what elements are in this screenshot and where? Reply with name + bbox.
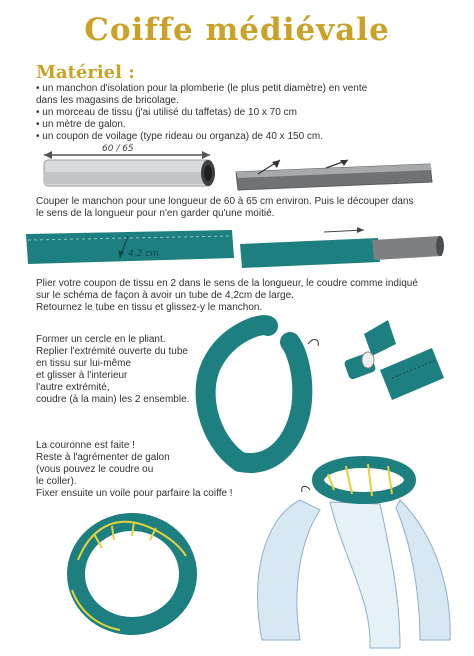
- step4-line: Fixer ensuite un voile pour parfaire la coiffe !: [36, 488, 233, 499]
- materials-item: • un coupon de voilage (type rideau ou organza) de 40 x 150 cm.: [36, 131, 324, 142]
- step3-line: Former un cercle en le pliant.: [36, 334, 166, 345]
- fabric-width-label: 4,2 cm: [128, 249, 159, 259]
- fabric-join-illustration: [343, 320, 444, 400]
- step1-text: [36, 196, 413, 220]
- step3-text: [36, 334, 189, 406]
- step3-line: Replier l'extrémité ouverte du tube: [36, 346, 188, 357]
- materials-item: dans les magasins de bricolage.: [36, 95, 179, 106]
- materials-heading: Matériel :: [36, 62, 135, 83]
- step4-line: Reste à l'agrémenter de galon: [36, 452, 170, 463]
- page-title: Coiffe médiévale: [84, 12, 390, 48]
- step4-line: le coller).: [36, 476, 77, 487]
- step2-line: sur le schéma de façon à avoir un tube de 4,2cm de large.: [36, 290, 294, 301]
- insulation-pipe-illustration: [44, 144, 215, 186]
- tube-length-label: 60 / 65: [102, 144, 134, 154]
- step2-text: [36, 278, 418, 314]
- step1-line: le sens de la longueur pour n'en garder qu'une moitié.: [36, 208, 275, 219]
- ring-with-galon-illustration: [72, 522, 188, 630]
- step4-text: [36, 440, 233, 500]
- step4-line: (vous pouvez le coudre ou: [36, 464, 154, 475]
- crown-with-veil-illustration: [258, 462, 451, 648]
- materials-item: • un morceau de tissu (j'ai utilisé du taffetas) de 10 x 70 cm: [36, 107, 297, 118]
- step4-line: La couronne est faite !: [36, 440, 135, 451]
- materials-item: • un mètre de galon.: [36, 119, 126, 130]
- step3-line: et glisser à l'interieur: [36, 370, 128, 381]
- step3-line: coudre (à la main) les 2 ensemble.: [36, 394, 190, 405]
- step3-line: en tissu sur lui-même: [36, 358, 132, 369]
- step2-line: Retournez le tube en tissu et glissez-y le manchon.: [36, 302, 263, 313]
- materials-item: • un manchon d'isolation pour la plomberie (le plus petit diamètre) en vente: [36, 83, 368, 94]
- fabric-strip-illustration: [26, 230, 234, 264]
- fabric-tube-with-pipe-illustration: [240, 227, 444, 268]
- half-pipe-illustration: [236, 160, 432, 190]
- step2-line: Plier votre coupon de tissu en 2 dans le sens de la longueur, le coudre comme indiqué: [36, 278, 418, 289]
- step1-line: Couper le manchon pour une longueur de 60 à 65 cm environ. Puis le découper dans: [36, 196, 414, 207]
- step3-line: l'autre extrémité,: [36, 382, 110, 393]
